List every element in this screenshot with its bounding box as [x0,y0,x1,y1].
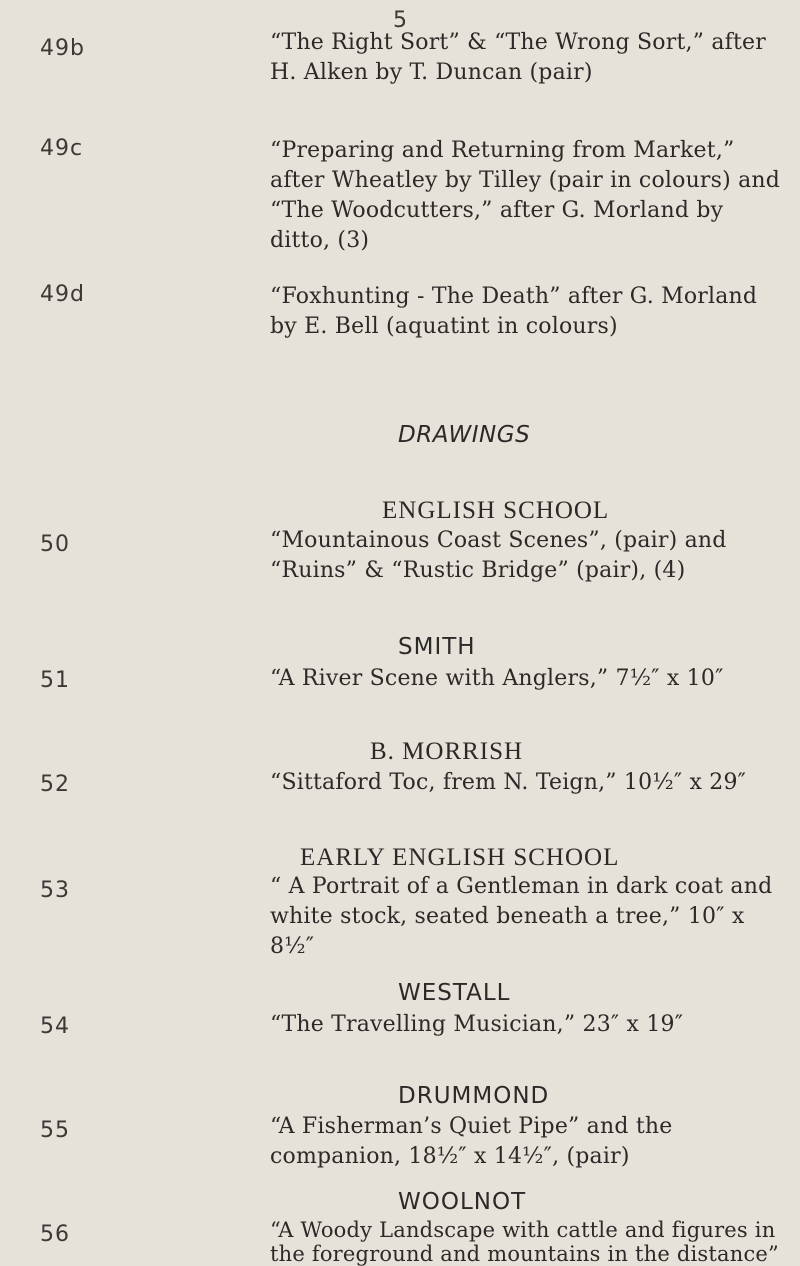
lot-number: 51 [40,668,70,693]
westall-heading: WESTALL [398,980,511,1006]
page-number: 5 [393,8,407,33]
lot-description: “Mountainous Coast Scenes”, (pair) and “Ruins” & “Rustic Bridge” (pair), (4) [270,528,727,583]
smith-heading: SMITH [398,634,476,660]
lot-number: 55 [40,1118,70,1143]
lot-description: “The Travelling Musician,” 23″ x 19″ [270,1012,684,1037]
lot-number: 50 [40,532,70,557]
early-english-school-heading: EARLY ENGLISH SCHOOL [300,844,620,871]
lot-number: 54 [40,1014,70,1039]
lot-description: “The Right Sort” & “The Wrong Sort,” after H. Alken by T. Duncan (pair) [270,30,766,85]
lot-number: 49d [40,282,85,307]
drawings-heading: DRAWINGS [398,422,531,448]
lot-description: “ A Portrait of a Gentleman in dark coat and white stock, seated beneath a tree,” 10″ x 8½″ [270,874,773,959]
lot-description: “Foxhunting - The Death” after G. Morland by E. Bell (aquatint in colours) [270,284,758,339]
lot-description: “Sittaford Toc, frem N. Teign,” 10½″ x 29″ [270,770,747,795]
lot-description: “A River Scene with Anglers,” 7½″ x 10″ [270,666,724,691]
morrish-heading: B. MORRISH [370,738,524,765]
english-school-heading: ENGLISH SCHOOL [382,497,610,524]
lot-number: 53 [40,878,70,903]
lot-number: 49b [40,36,85,61]
woolnot-heading: WOOLNOT [398,1189,527,1215]
lot-description: “A Fisherman’s Quiet Pipe” and the companion, 18½″ x 14½″, (pair) [270,1114,673,1169]
lot-description: “Preparing and Returning from Market,” after Wheatley by Tilley (pair in colours) and “The Woodcutters,” after G. Morland by ditto, (3) [270,138,781,253]
lot-number: 56 [40,1222,70,1247]
lot-number: 52 [40,772,70,797]
lot-description: “A Woody Landscape with cattle and figures in the foreground and mountains in the distance” [270,1218,779,1266]
lot-number: 49c [40,136,84,161]
drummond-heading: DRUMMOND [398,1083,550,1109]
